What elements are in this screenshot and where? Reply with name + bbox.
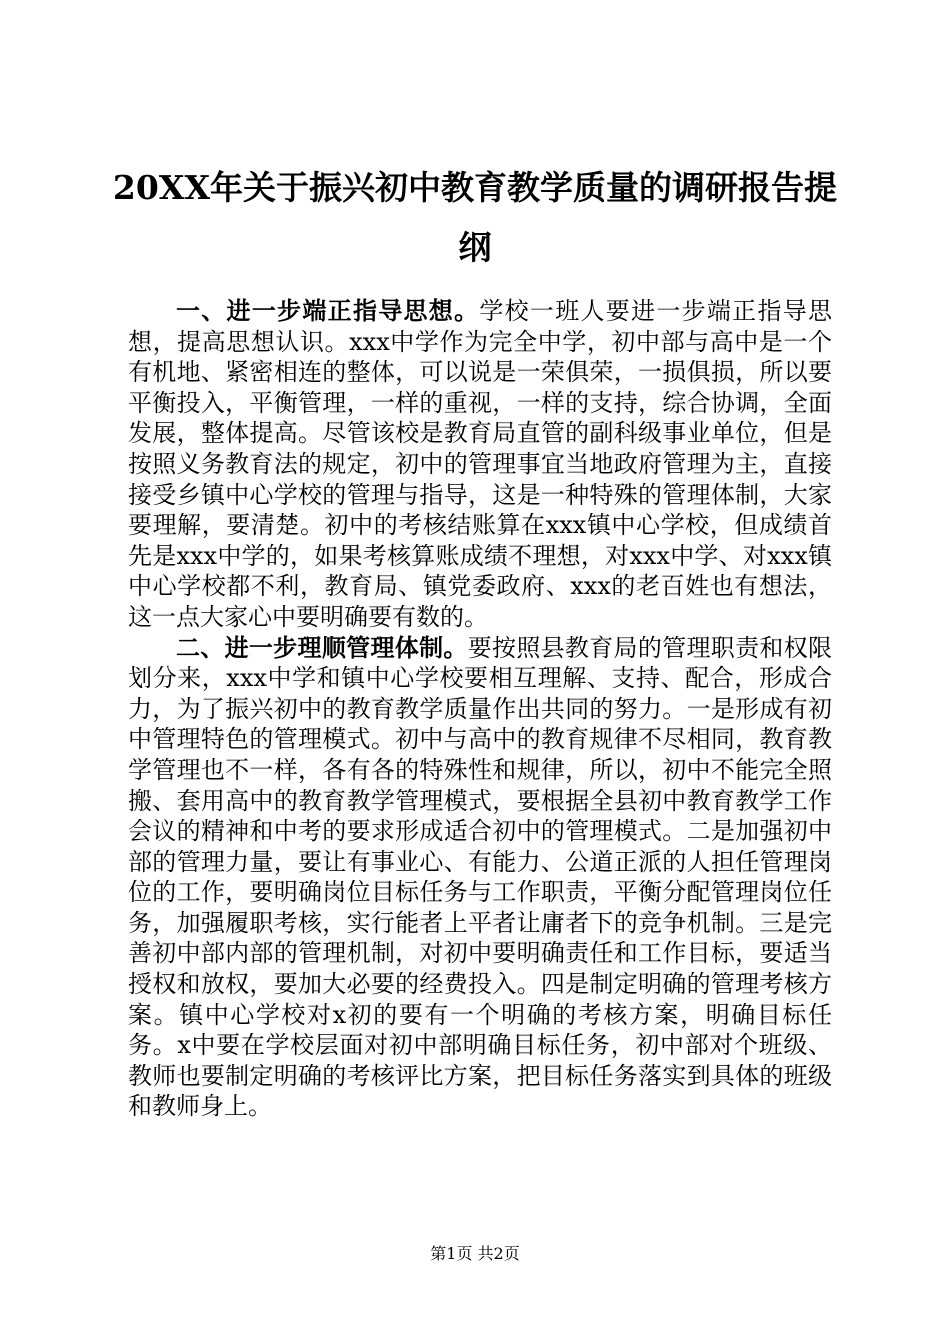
paragraph-2-text: 要按照县教育局的管理职责和权限划分来，xxx中学和镇中心学校要相互理解、支持、配合，形成合力，为了振兴初中的教育教学质量作出共同的努力。一是形成有初中管理特色的管理模式。初中与高中的教育规律不尽相同，教育教学管理也不一样，各有各的特殊性和规律，所以，初中不能完全照搬、套用高中的教育教学管理模式，要根据全县初中教育教学工作会议的精神和中考的要求形成适合初中的管理模式。二是加强初中部的管理力量，要让有事业心、有能力、公道正派的人担任管理岗位的工作，要明确岗位目标任务与工作职责，平衡分配管理岗位任务，加强履职考核，实行能者上平者让庸者下的竞争机制。三是完善初中部内部的管理机制，对初中要明确责任和工作目标，要适当授权和放权，要加大必要的经费投入。四是制定明确的管理考核方案。镇中心学校对x初的要有一个明确的考核方案，明确目标任务。x中要在学校层面对初中部明确目标任务，初中部对个班级、教师也要制定明确的考核评比方案，把目标任务落实到具体的班级和教师身上。 — [128, 633, 833, 1121]
document-title: 20XX年关于振兴初中教育教学质量的调研报告提纲 — [112, 168, 838, 267]
paragraph-1-heading: 一、进一步端正指导思想。 — [176, 297, 480, 325]
paragraph-1-text: 学校一班人要进一步端正指导思想，提高思想认识。xxx中学作为完全中学，初中部与高中是一个有机地、紧密相连的整体，可以说是一荣俱荣，一损俱损，所以要平衡投入，平衡管理，一样的重视，一样的支持，综合协调，全面发展，整体提高。尽管该校是教育局直管的副科级事业单位，但是按照义务教育法的规定，初中的管理事宜当地政府管理为主，直接接受乡镇中心学校的管理与指导，这是一种特殊的管理体制，大家要理解，要清楚。初中的考核结账算在xxx镇中心学校，但成绩首先是xxx中学的，如果考核算账成绩不理想，对xxx中学、对xxx镇中心学校都不利，教育局、镇党委政府、xxx的老百姓也有想法，这一点大家心中要明确要有数的。 — [128, 297, 832, 631]
page-number-footer: 第1页 共2页 — [430, 1244, 520, 1263]
paragraph-1 — [128, 296, 832, 633]
paragraph-2-heading: 二、进一步理顺管理体制。 — [176, 633, 468, 662]
document-body — [128, 296, 832, 1122]
paragraph-2 — [128, 633, 832, 1123]
